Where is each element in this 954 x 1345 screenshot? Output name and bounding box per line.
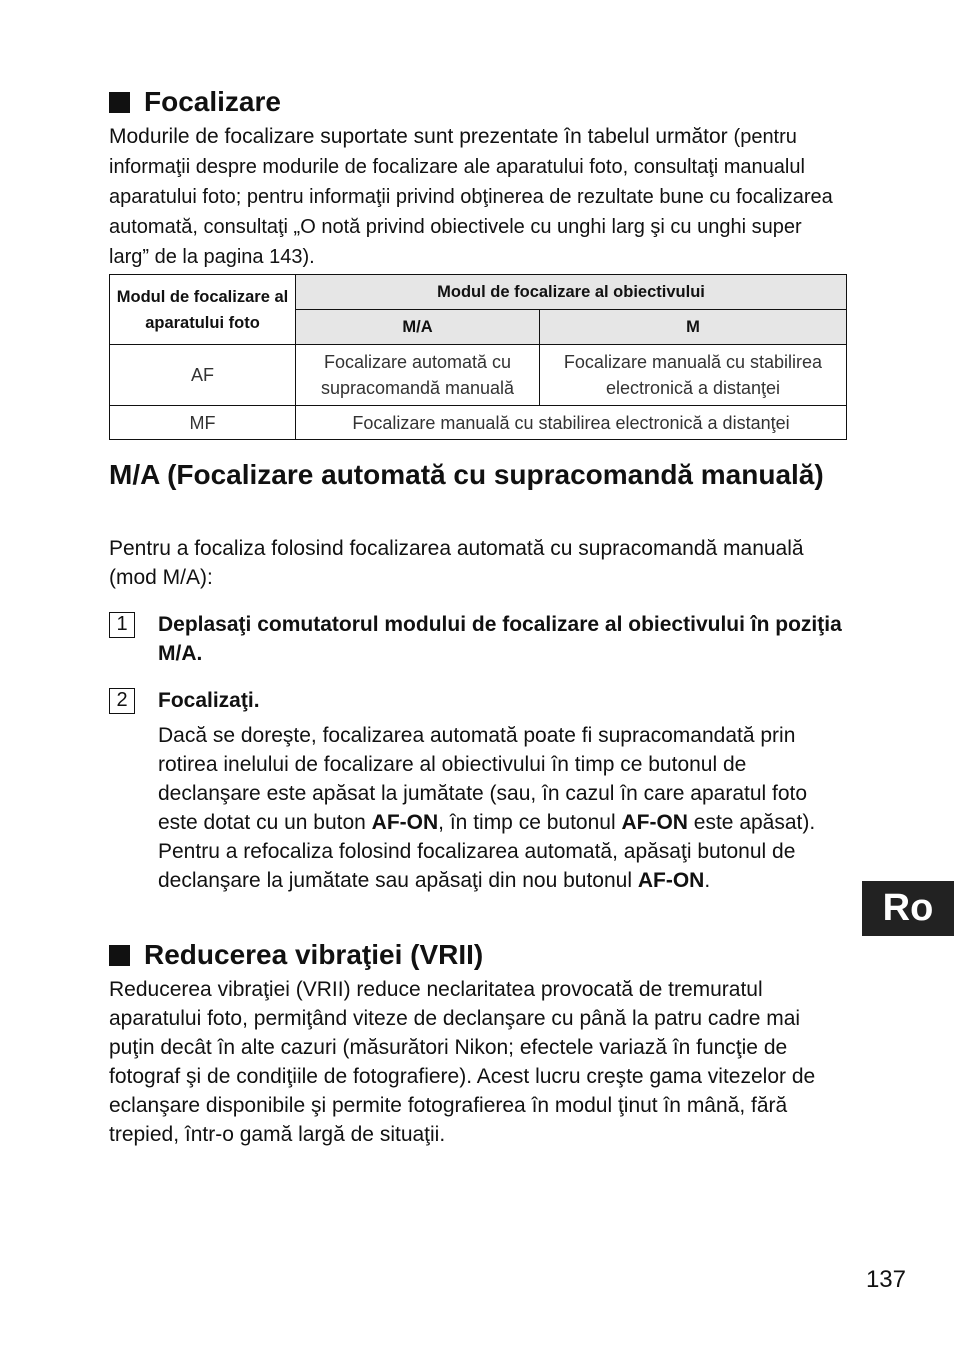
ma-intro: Pentru a focaliza folosind focalizarea automată cu supracomandă manuală (mod M/A): — [109, 537, 804, 589]
square-bullet-icon — [109, 92, 130, 113]
section-heading-vr — [109, 939, 483, 971]
section-title: Reducerea vibraţiei (VRII) — [144, 939, 484, 970]
table-cell-mode: AF — [110, 345, 296, 406]
table-header-camera-mode: Modul de focalizare al aparatului foto — [110, 275, 296, 345]
table-cell-mode: MF — [110, 406, 296, 440]
af-on-button-label: AF-ON — [621, 811, 688, 834]
af-on-button-label: AF-ON — [371, 811, 439, 834]
step-2-body: Dacă se doreşte, focalizarea automată poate fi supracomandată prin rotirea inelului de focalizare al obiectivului în timp ce butonul de declanşare este apăsat la jumătate (sau, în cazul în care aparatul foto este dotat cu un buton AF-ON, în timp ce butonul AF-ON este apăsat). Pentru a refocaliza folosind focalizarea automată, apăsaţi butonul de declanşare la jumătate sau apăsaţi din nou butonul AF-ON. — [158, 724, 816, 892]
table-subheader-m: M — [540, 310, 847, 345]
table-header-lens-mode: Modul de focalizare al obiectivului — [296, 275, 847, 310]
step-text: Focalizaţi. — [158, 689, 260, 712]
focus-intro-lead: Modurile de focalizare suportate sunt prezentate în tabelul următor — [109, 125, 728, 148]
table-row — [110, 406, 847, 440]
focus-intro-rest: (pentru informaţii despre modurile de focalizare ale aparatului foto, consultaţi manualul aparatului foto; pentru informaţii privind obţinerea de rezultate bune cu focalizarea automată, consultaţi „O notă privind obiectivele cu unghi larg şi cu unghi super larg” de la pagina 143). — [109, 126, 833, 268]
table-cell: Focalizare manuală cu stabilirea electronică a distanţei — [540, 345, 847, 406]
square-bullet-icon — [109, 945, 130, 966]
section-heading-focalizare — [109, 86, 281, 118]
table-cell: Focalizare automată cu supracomandă manuală — [296, 345, 540, 406]
focus-intro — [109, 122, 846, 272]
table-row — [110, 345, 847, 406]
section-title: Focalizare — [144, 86, 281, 117]
page-number: 137 — [865, 1266, 906, 1293]
step-number: 2 — [109, 688, 135, 714]
table-subheader-ma: M/A — [296, 310, 540, 345]
step-number: 1 — [109, 612, 135, 638]
focus-mode-table — [109, 274, 847, 440]
table-cell: Focalizare manuală cu stabilirea electronică a distanţei — [296, 406, 847, 440]
step-text: Deplasaţi comutatorul modului de focalizare al obiectivului în poziţia M/A. — [158, 613, 842, 665]
language-tab: Ro — [862, 881, 954, 936]
section-heading-ma: M/A (Focalizare automată cu supracomandă manuală) — [109, 459, 824, 490]
af-on-button-label: AF-ON — [637, 869, 705, 892]
vr-body: Reducerea vibraţiei (VRII) reduce neclaritatea provocată de tremuratul aparatului foto, permiţând viteze de declanşare cu până la patru cadre mai puţin decât în alte cazuri (măsurători Nikon; efectele variază în funcţie de fotograf şi de condiţiile de fotografiere). Acest lucru creşte gama vitezelor de eclanşare disponibile şi permite fotografierea în modul ţinut în mână, fără trepied, într-o gamă largă de situaţii. — [109, 978, 816, 1146]
